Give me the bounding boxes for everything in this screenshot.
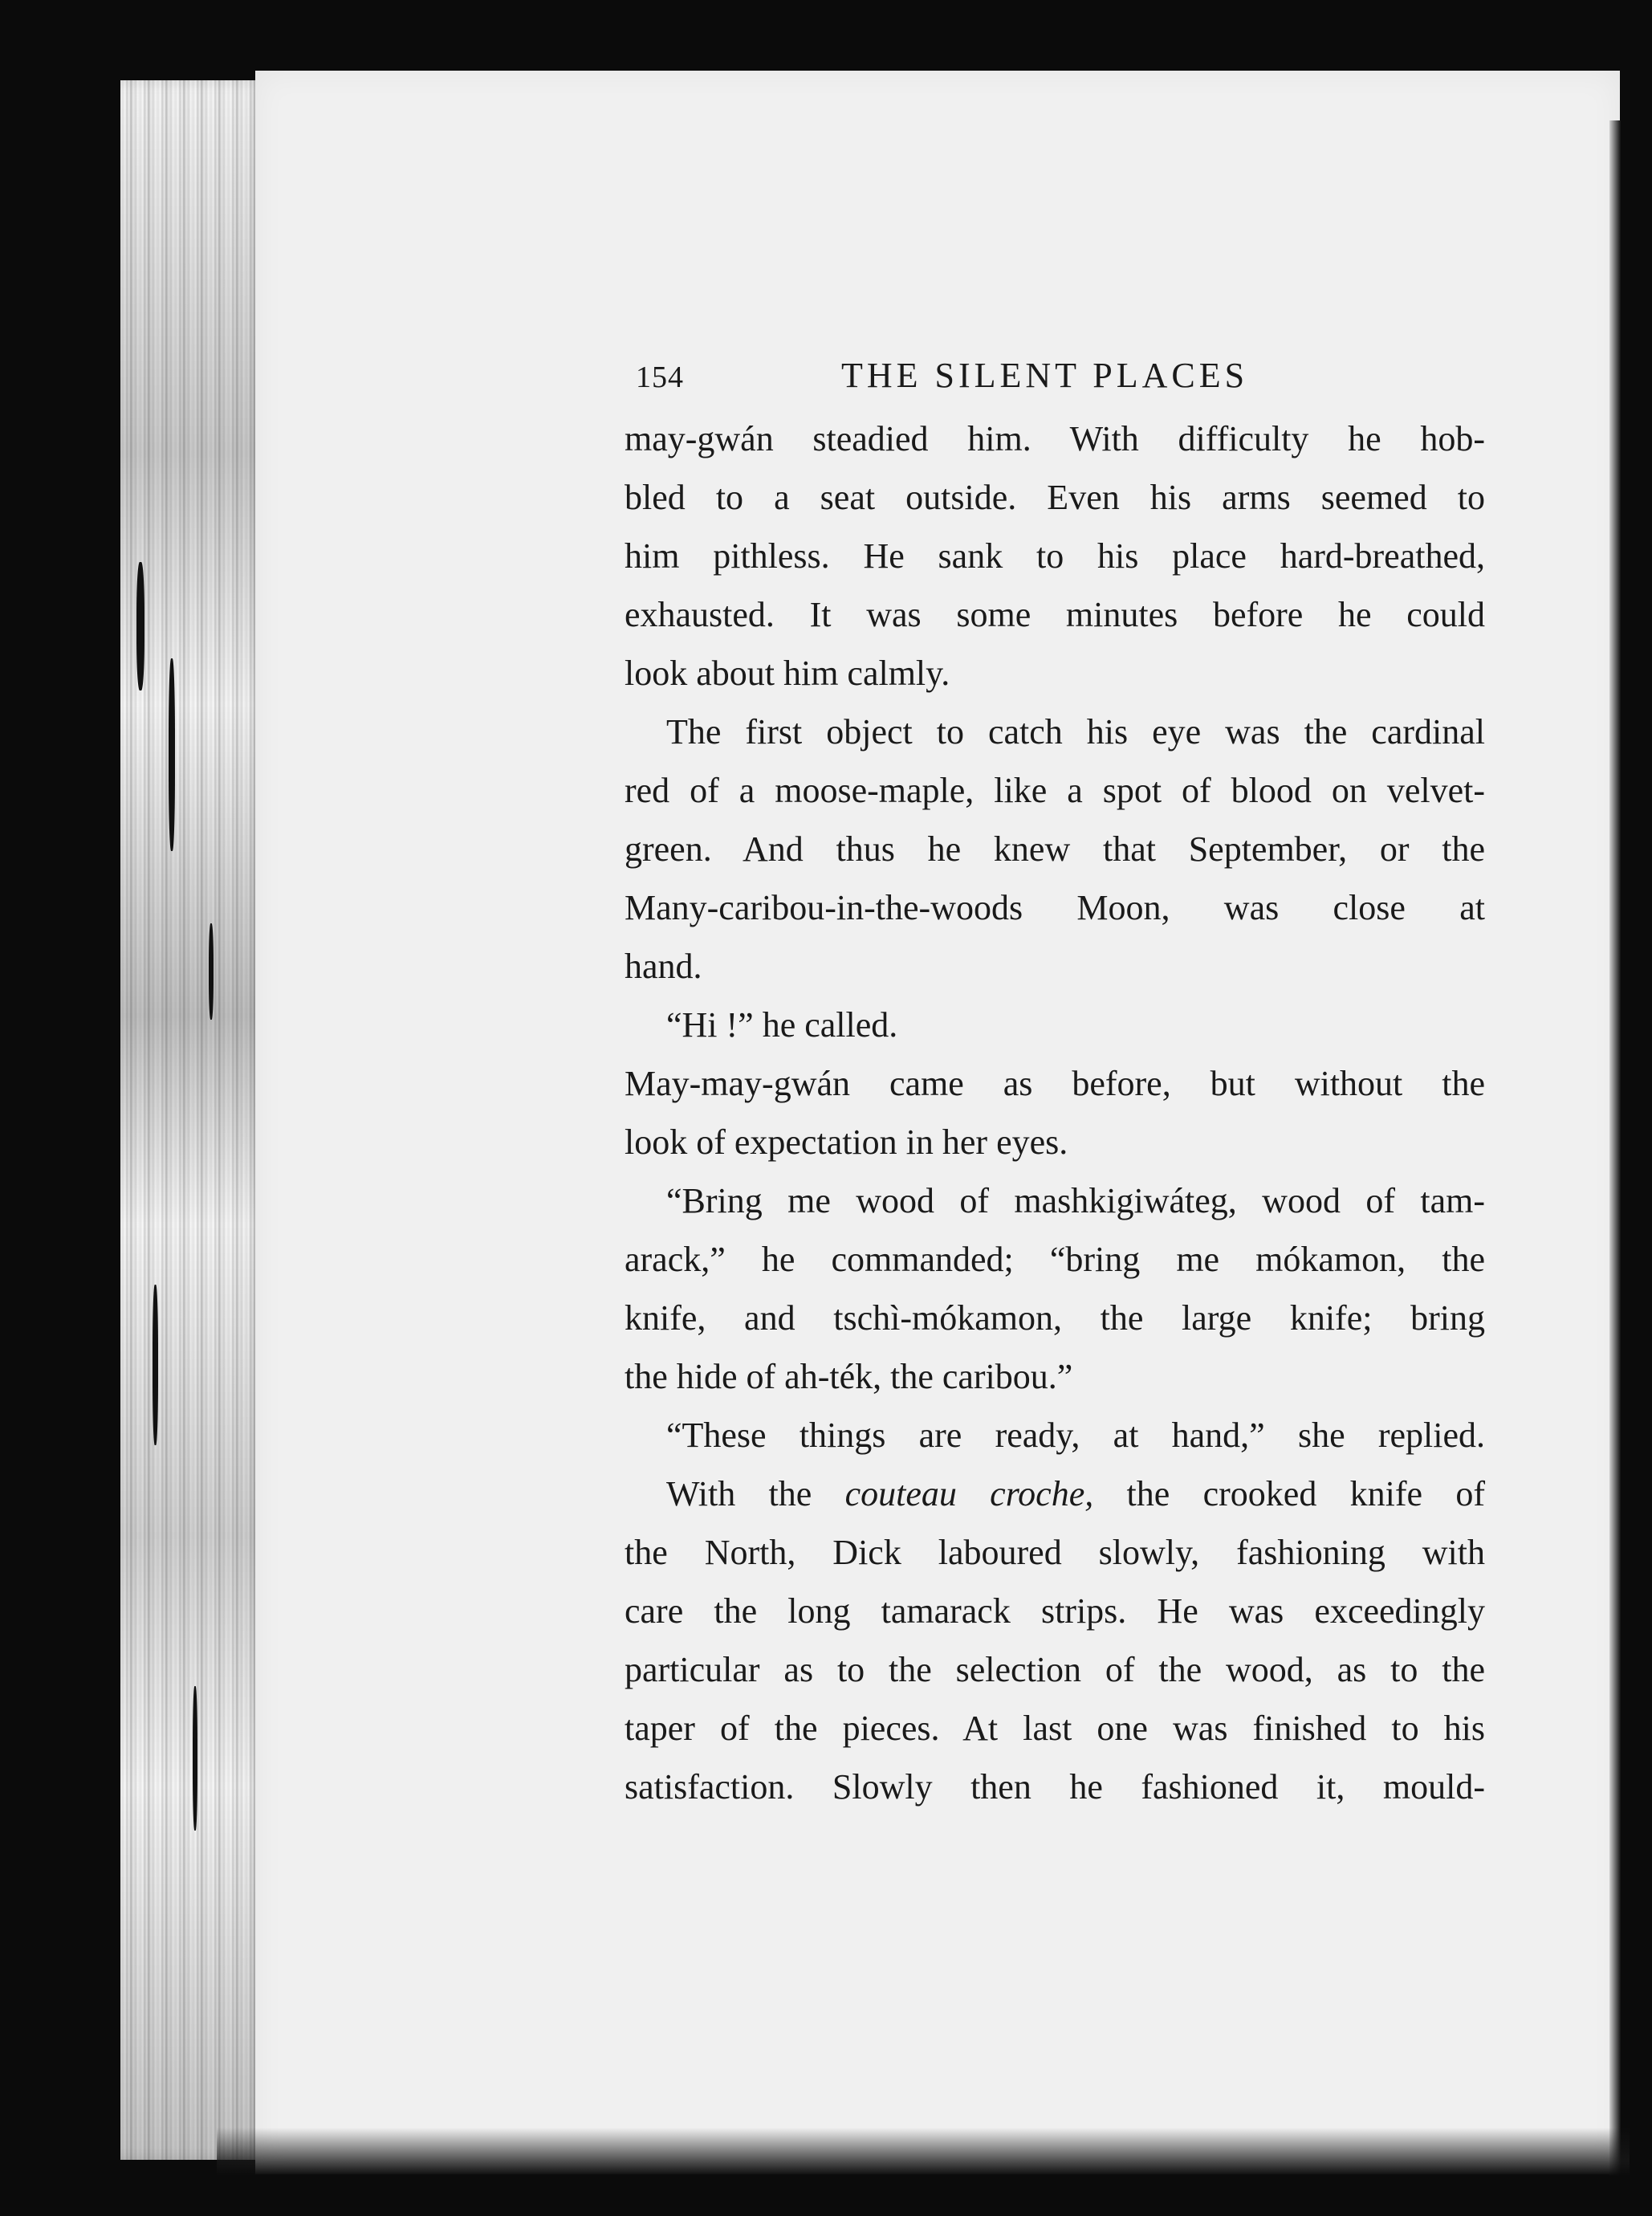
text-line: taper of the pieces. At last one was finished to his — [625, 1709, 1485, 1748]
text-line: look of expectation in her eyes. — [625, 1122, 1068, 1162]
text-line: hand. — [625, 947, 702, 986]
running-head — [625, 347, 1485, 409]
italic-phrase: couteau croche, — [844, 1474, 1094, 1513]
page-right-edge — [1609, 120, 1621, 2176]
text-line: Many-caribou-in-the-woods Moon, was close at — [625, 888, 1485, 927]
text-line: the North, Dick laboured slowly, fashioning with — [625, 1533, 1485, 1572]
text-line: “These things are ready, at hand,” she replied. — [666, 1416, 1485, 1455]
text-line: “Hi !” he called. — [666, 1005, 898, 1045]
body-text — [625, 409, 1485, 1816]
text-line: satisfaction. Slowly then he fashioned it, mould- — [625, 1767, 1485, 1807]
running-title: THE SILENT PLACES — [841, 356, 1249, 395]
text-line: bled to a seat outside. Even his arms seemed to — [625, 478, 1485, 517]
edge-blemish — [153, 1285, 158, 1445]
page-text-block — [625, 347, 1485, 1816]
text-line: arack,” he commanded; “bring me mókamon, the — [625, 1240, 1485, 1279]
edge-blemish — [136, 562, 144, 690]
text-line: particular as to the selection of the wood, as to the — [625, 1650, 1485, 1689]
text-line: may-gwán steadied him. With difficulty he hob- — [625, 419, 1485, 458]
edge-blemish — [169, 658, 175, 851]
text-line: care the long tamarack strips. He was exceedingly — [625, 1591, 1485, 1631]
text-line: exhausted. It was some minutes before he could — [625, 595, 1485, 634]
page-bottom-shadow — [217, 2128, 1630, 2176]
text-line: The first object to catch his eye was the cardinal — [666, 712, 1485, 752]
text-line: knife, and tschì-mókamon, the large knife; bring — [625, 1298, 1485, 1338]
text-line: look about him calmly. — [625, 654, 950, 693]
text-line: red of a moose-maple, like a spot of blood on velvet- — [625, 771, 1485, 810]
page-number: 154 — [636, 361, 684, 394]
text-line: him pithless. He sank to his place hard-breathed, — [625, 536, 1485, 576]
text-line: May-may-gwán came as before, but without the — [625, 1064, 1485, 1103]
edge-blemish — [193, 1686, 197, 1831]
text-line: “Bring me wood of mashkigiwáteg, wood of tam- — [666, 1181, 1485, 1220]
edge-blemish — [209, 923, 214, 1020]
text-line: the hide of ah-ték, the caribou.” — [625, 1357, 1073, 1396]
book-fore-edge — [120, 80, 265, 2160]
text-line: green. And thus he knew that September, or the — [625, 829, 1485, 869]
text-line: With the couteau croche, the crooked knife of — [666, 1474, 1485, 1513]
